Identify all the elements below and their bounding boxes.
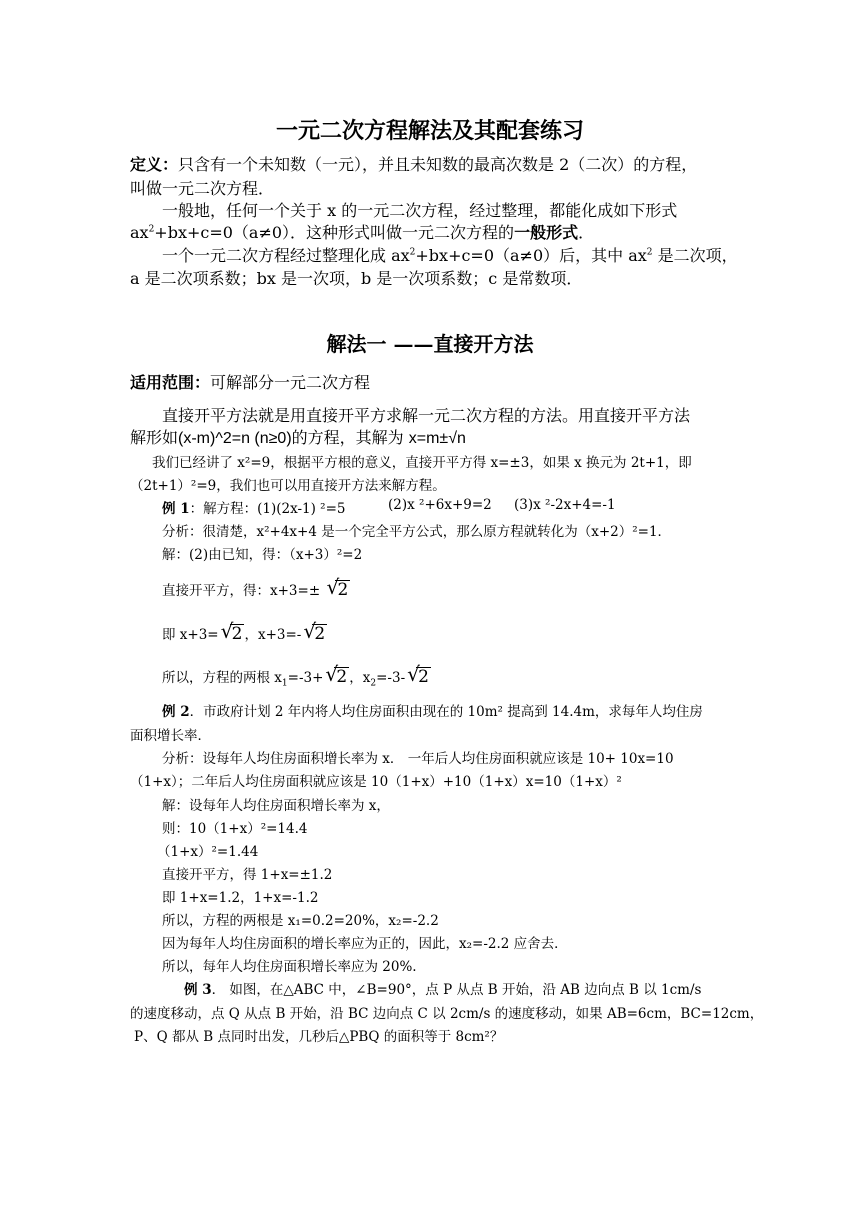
scope-label: 适用范围： <box>130 373 211 392</box>
example-3-question-3: P、Q 都从 B 点同时出发，几秒后△PBQ 的面积等于 8cm²？ <box>134 1029 504 1045</box>
recall-line-1: 我们已经讲了 x²=9，根据平方根的意义，直接开平方得 x=±3，如果 x 换元为 2t+1，即 <box>152 455 692 471</box>
example-2-step: 所以，方程的两根是 x₁=0.2=20%，x₂=-2.2 <box>162 913 439 929</box>
example-2-step: 所以，每年人均住房面积增长率应为 20%. <box>162 959 417 975</box>
scope-line <box>130 370 740 393</box>
example-2-question-2: 面积增长率． <box>130 728 211 744</box>
example-2-step: 则：10（1+x）²=14.4 <box>162 821 308 837</box>
example-1-label: 例 1 <box>162 501 190 517</box>
example-2-question-1: 例 2．市政府计划 2 年内将人均住房面积由现在的 10m² 提高到 14.4m，求每年人均住房 <box>162 704 703 720</box>
scope-text: 可解部分一元二次方程 <box>210 373 371 392</box>
example-2-step: 解：设每年人均住房面积增长率为 x， <box>162 798 390 814</box>
definition-label: 定义： <box>130 155 179 174</box>
example-2-analysis-1: 分析：设每年人均住房面积增长率为 x． 一年后人均住房面积就应该是 10+ 10x=10 <box>162 751 674 767</box>
terms-line-2: a 是二次项系数；bx 是一次项，b 是一次项系数；c 是常数项． <box>130 269 583 288</box>
method-desc-line-2: 解形如(x-m)^2=n (n≥0)的方程，其解为 x=m±√n <box>130 428 466 447</box>
example-2-analysis-2: （1+x）；二年后人均住房面积就应该是 10（1+x）+10（1+x）x=10（1+x）² <box>130 774 622 790</box>
example-1-solution-3: 即 x+3= √ 2 ，x+3=- √ 2 <box>162 619 326 644</box>
method-desc-line-1: 直接开平方法就是用直接开平方求解一元二次方程的方法。用直接开平方法 <box>162 406 691 425</box>
example-2-step: 直接开平方，得 1+x=±1.2 <box>162 867 333 883</box>
definition-text: 只含有一个未知数（一元），并且未知数的最高次数是 2（二次）的方程， <box>178 155 698 174</box>
document-title: 一元二次方程解法及其配套练习 <box>275 118 584 144</box>
general-form-line-1: 一般地，任何一个关于 x 的一元二次方程，经过整理，都能化成如下形式 <box>162 201 678 220</box>
example-2-step: 即 1+x=1.2，1+x=-1.2 <box>162 890 319 906</box>
example-2-label: 例 2 <box>162 704 190 720</box>
example-3-question-2: 的速度移动，点 Q 从点 B 开始，沿 BC 边向点 C 以 2cm/s 的速度移动，如果 AB=6cm，BC=12cm， <box>130 1006 764 1022</box>
example-1-solution-1: 解：(2)由已知，得：（x+3）²=2 <box>162 547 363 563</box>
terms-line-1: 一个一元二次方程经过整理化成 $ax^2+bx+c=0(a\ne 0)$后，其中 $ax^2$ 是二次项， <box>162 246 738 265</box>
example-3-label: 例 3 <box>184 982 212 998</box>
example-2-step: （1+x）²=1.44 <box>157 844 259 860</box>
example-1-solution-4: 所以，方程的两根 $x_1=-3+$ √ 2 ，$x_2=-3-$ √ 2 <box>162 662 429 689</box>
definition-line-1 <box>130 152 740 175</box>
example-3-question-1: 例 3． 如图，在△ABC 中，∠B=90°，点 P 从点 B 开始，沿 AB 边向点 B 以 1cm/s <box>184 982 702 998</box>
example-1-prompt: 例 1：解方程：(1)(2x-1) ²=5 (2)x ²+6x+9=2 (3)x ²-2x+4=-1 <box>162 497 616 517</box>
general-form-line-2: $ax^2+bx+c=0(a\ne 0)$．这种形式叫做一元二次方程的一般形式． <box>130 223 595 242</box>
section-heading: 解法一 ——直接开方法 <box>326 332 534 356</box>
example-1-solution-2: 直接开平方，得：x+3=± √ 2 <box>162 575 349 600</box>
definition-line-2: 叫做一元二次方程． <box>130 179 275 198</box>
recall-line-2: （2t+1）²=9，我们也可以用直接开方法来解方程。 <box>130 478 446 494</box>
example-1-analysis: 分析：很清楚，x²+4x+4 是一个完全平方公式，那么原方程就转化为（x+2）²=1． <box>162 524 672 540</box>
general-form-term: 一般形式 <box>514 223 579 242</box>
example-2-step: 因为每年人均住房面积的增长率应为正的，因此，x₂=-2.2 应舍去． <box>162 936 568 952</box>
